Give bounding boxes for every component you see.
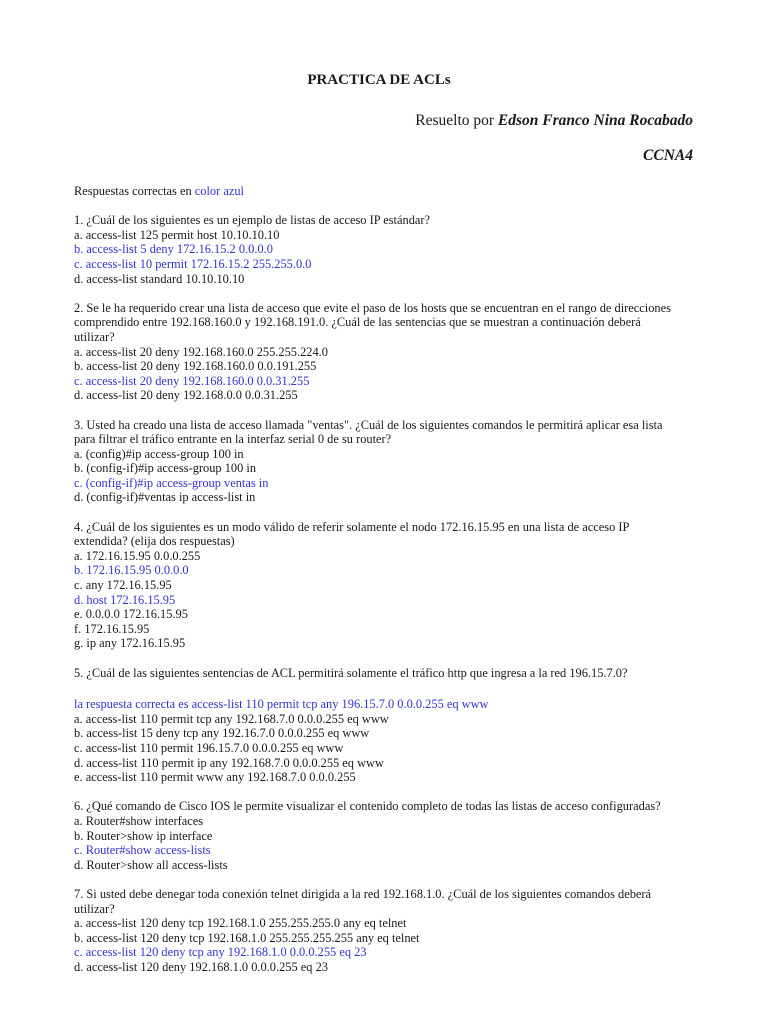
question-2 [74,301,724,403]
answer-option: c. any 172.16.15.95 [74,578,172,593]
spacer [74,286,724,301]
author-prefix: Resuelto por [415,112,498,129]
spacer [74,872,724,887]
answer-option: d. access-list 20 deny 192.168.0.0 0.0.31.255 [74,388,298,403]
answer-option: d. (config-if)#ventas ip access-list in [74,490,256,505]
question-1 [74,213,724,286]
answer-option: e. 0.0.0.0 172.16.15.95 [74,607,188,622]
answer-option-correct: c. Router#show access-lists [74,843,211,858]
question-stem: 3. Usted ha creado una lista de acceso llamada "ventas". ¿Cuál de los siguientes comandos le permitirá aplicar esa lista [74,417,663,432]
question-stem: para filtrar el tráfico entrante en la interfaz serial 0 de su router? [74,432,392,447]
question-stem: 5. ¿Cuál de las siguientes sentencias de ACL permitirá solamente el tráfico http que ingresa a la red 196.15.7.0? [74,665,628,680]
answer-option: f. 172.16.15.95 [74,621,150,636]
spacer [74,403,724,418]
answer-option-correct: b. access-list 5 deny 172.16.15.2 0.0.0.0 [74,242,273,257]
answer-option-correct: c. access-list 120 deny tcp any 192.168.1.0 0.0.0.255 eq 23 [74,945,367,960]
answer-option: d. Router>show all access-lists [74,857,228,872]
spacer [74,651,724,666]
answer-option-correct: c. access-list 20 deny 192.168.160.0 0.0.31.255 [74,373,310,388]
page-title: PRACTICA DE ACLs [307,72,451,88]
answer-option: g. ip any 172.16.15.95 [74,636,186,651]
author-line [415,112,693,130]
answer-option: a. Router#show interfaces [74,813,204,828]
answer-option: d. access-list 120 deny 192.168.1.0 0.0.0.255 eq 23 [74,959,328,974]
intro-text: Respuestas correctas en [74,184,195,198]
answer-option: c. access-list 110 permit 196.15.7.0 0.0.0.255 eq www [74,740,344,755]
answer-option: a. 172.16.15.95 0.0.0.255 [74,548,201,563]
spacer [74,785,724,800]
question-3 [74,418,724,506]
question-stem: 6. ¿Qué comando de Cisco IOS le permite visualizar el contenido completo de todas las listas de acceso configuradas? [74,799,661,814]
answer-option: a. access-list 20 deny 192.168.160.0 255.255.224.0 [74,344,328,359]
answer-option: d. access-list 110 permit ip any 192.168.7.0 0.0.0.255 eq www [74,755,384,770]
answer-option: a. access-list 110 permit tcp any 192.168.7.0 0.0.0.255 eq www [74,711,389,726]
answer-option: a. access-list 125 permit host 10.10.10.10 [74,227,280,242]
answer-option: b. access-list 120 deny tcp 192.168.1.0 255.255.255.255 any eq telnet [74,930,420,945]
answer-option-correct: b. 172.16.15.95 0.0.0.0 [74,563,189,578]
answer-option-correct: c. (config-if)#ip access-group ventas in [74,475,269,490]
document-body [74,184,724,974]
answer-option-correct: d. host 172.16.15.95 [74,592,176,607]
answer-option: a. access-list 120 deny tcp 192.168.1.0 255.255.255.0 any eq telnet [74,916,407,931]
question-6 [74,799,724,872]
answer-option: b. access-list 20 deny 192.168.160.0 0.0.191.255 [74,359,317,374]
question-stem: utilizar? [74,901,115,916]
question-4 [74,520,724,651]
answer-option: b. Router>show ip interface [74,828,213,843]
intro-line [74,184,724,199]
question-stem: extendida? (elija dos respuestas) [74,534,235,549]
question-stem: 4. ¿Cuál de los siguientes es un modo válido de referir solamente el nodo 172.16.15.95 en una lista de acceso IP [74,519,630,534]
question-7 [74,887,724,975]
question-stem: comprendido entre 192.168.160.0 y 192.168.191.0. ¿Cuál de las sentencias que se muestran a continuación deberá [74,315,641,330]
answer-option: e. access-list 110 permit www any 192.168.7.0 0.0.0.255 [74,770,356,785]
answer-option: b. access-list 15 deny tcp any 192.16.7.0 0.0.0.255 eq www [74,726,370,741]
spacer [74,505,724,520]
question-stem: 7. Si usted debe denegar toda conexión telnet dirigida a la red 192.168.1.0. ¿Cuál de los siguientes comandos deberá [74,886,652,901]
question-stem: 2. Se le ha requerido crear una lista de acceso que evite el paso de los hosts que se encuentran en el rango de direcciones [74,300,671,315]
answer-option: a. (config)#ip access-group 100 in [74,446,244,461]
answer-option: b. (config-if)#ip access-group 100 in [74,461,257,476]
question-5 [74,666,724,785]
question-stem: utilizar? [74,329,115,344]
course-label: CCNA4 [643,147,693,164]
answer-option-correct: c. access-list 10 permit 172.16.15.2 255.255.0.0 [74,256,312,271]
answer-option: d. access-list standard 10.10.10.10 [74,271,245,286]
spacer [74,199,724,214]
spacer [74,680,724,697]
correct-answer-note: la respuesta correcta es access-list 110 permit tcp any 196.15.7.0 0.0.0.255 eq www [74,697,489,712]
intro-highlight: color azul [194,184,244,198]
author-name: Edson Franco Nina Rocabado [497,112,693,129]
question-stem: 1. ¿Cuál de los siguientes es un ejemplo de listas de acceso IP estándar? [74,213,431,228]
